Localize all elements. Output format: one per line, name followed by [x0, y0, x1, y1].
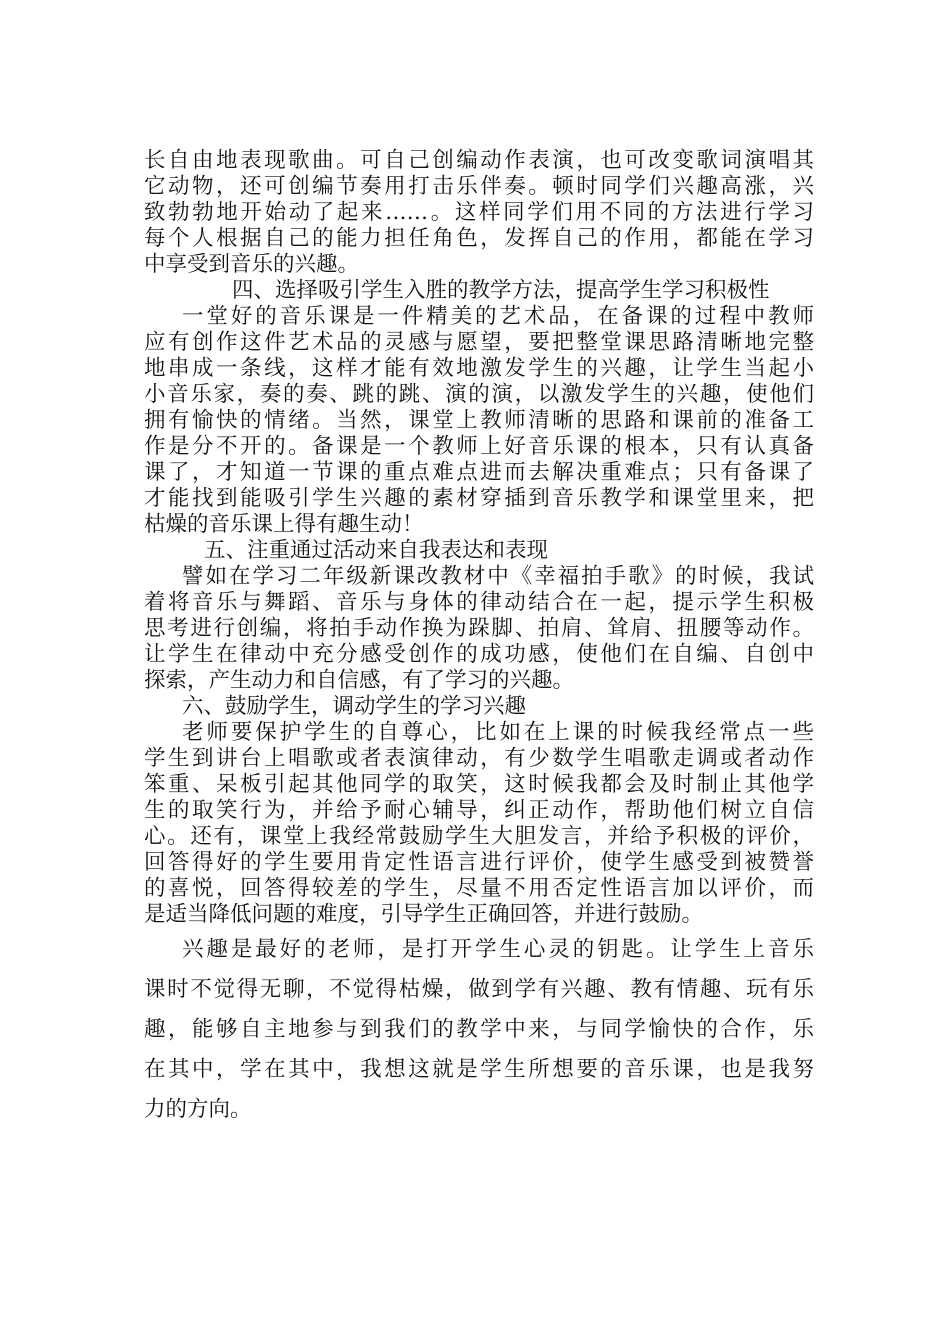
paragraph-line: 兴趣是最好的老师，是打开学生心灵的钥匙。让学生上音乐	[182, 937, 814, 962]
document-body	[144, 148, 814, 1130]
paragraph-line: 地串成一条线，这样才能有效地激发学生的兴趣，让学生当起小	[144, 356, 814, 381]
paragraph-line: 回答得好的学生要用肯定性语言进行评价，使学生感受到被赞誉	[144, 850, 814, 875]
paragraph-line: 才能找到能吸引学生兴趣的素材穿插到音乐教学和课堂里来，把	[144, 486, 814, 511]
paragraph-line: 是适当降低问题的难度，引导学生正确回答，并进行鼓励。	[144, 902, 704, 927]
paragraph-line: 一堂好的音乐课是一件精美的艺术品，在备课的过程中教师	[182, 304, 814, 329]
paragraph-line: 心。还有，课堂上我经常鼓励学生大胆发言，并给予积极的评价，	[144, 824, 814, 849]
paragraph-line: 应有创作这件艺术品的灵感与愿望，要把整堂课思路清晰地完整	[144, 330, 814, 355]
section-heading-6: 六、鼓励学生，调动学生的学习兴趣	[182, 694, 527, 719]
paragraph-line: 趣，能够自主地参与到我们的教学中来，与同学愉快的合作，乐	[144, 1017, 814, 1042]
paragraph-line: 学生到讲台上唱歌或者表演律动，有少数学生唱歌走调或者动作	[144, 746, 814, 771]
paragraph-line: 的喜悦，回答得较差的学生，尽量不用否定性语言加以评价，而	[144, 876, 814, 901]
paragraph-line: 着将音乐与舞蹈、音乐与身体的律动结合在一起，提示学生积极	[144, 590, 814, 615]
paragraph-line: 中享受到音乐的兴趣。	[144, 252, 360, 277]
paragraph-line: 让学生在律动中充分感受创作的成功感，使他们在自编、自创中	[144, 642, 814, 667]
paragraph-line: 每个人根据自己的能力担任角色，发挥自己的作用，都能在学习	[144, 226, 814, 251]
paragraph-line: 小音乐家，奏的奏、跳的跳、演的演，以激发学生的兴趣，使他们	[144, 382, 814, 407]
paragraph-line: 生的取笑行为，并给予耐心辅导，纠正动作，帮助他们树立自信	[144, 798, 814, 823]
paragraph-line: 力的方向。	[144, 1097, 252, 1122]
paragraph-line: 笨重、呆板引起其他同学的取笑，这时候我都会及时制止其他学	[144, 772, 814, 797]
paragraph-line: 课了，才知道一节课的重点难点进而去解决重难点；只有备课了	[144, 460, 814, 485]
paragraph-line: 譬如在学习二年级新课改教材中《幸福拍手歌》的时候，我试	[182, 564, 814, 589]
paragraph-line: 老师要保护学生的自尊心，比如在上课的时候我经常点一些	[182, 720, 814, 745]
paragraph-line: 拥有愉快的情绪。当然，课堂上教师清晰的思路和课前的准备工	[144, 408, 814, 433]
section-heading-5: 五、注重通过活动来自我表达和表现	[204, 538, 549, 563]
paragraph-line: 在其中，学在其中，我想这就是学生所想要的音乐课，也是我努	[144, 1057, 814, 1082]
paragraph-line: 思考进行创编，将拍手动作换为跺脚、拍肩、耸肩、扭腰等动作。	[144, 616, 814, 641]
paragraph-line: 致勃勃地开始动了起来……。这样同学们用不同的方法进行学习	[144, 200, 814, 225]
paragraph-line: 探索，产生动力和自信感，有了学习的兴趣。	[144, 668, 575, 693]
section-heading-4: 四、选择吸引学生入胜的教学方法，提高学生学习积极性	[232, 278, 770, 303]
paragraph-line: 它动物，还可创编节奏用打击乐伴奏。顿时同学们兴趣高涨，兴	[144, 174, 814, 199]
paragraph-line: 课时不觉得无聊，不觉得枯燥，做到学有兴趣、教有情趣、玩有乐	[144, 977, 814, 1002]
paragraph-line: 长自由地表现歌曲。可自己创编动作表演，也可改变歌词演唱其	[144, 148, 814, 173]
paragraph-line: 作是分不开的。备课是一个教师上好音乐课的根本，只有认真备	[144, 434, 814, 459]
paragraph-line: 枯燥的音乐课上得有趣生动！	[144, 512, 424, 537]
